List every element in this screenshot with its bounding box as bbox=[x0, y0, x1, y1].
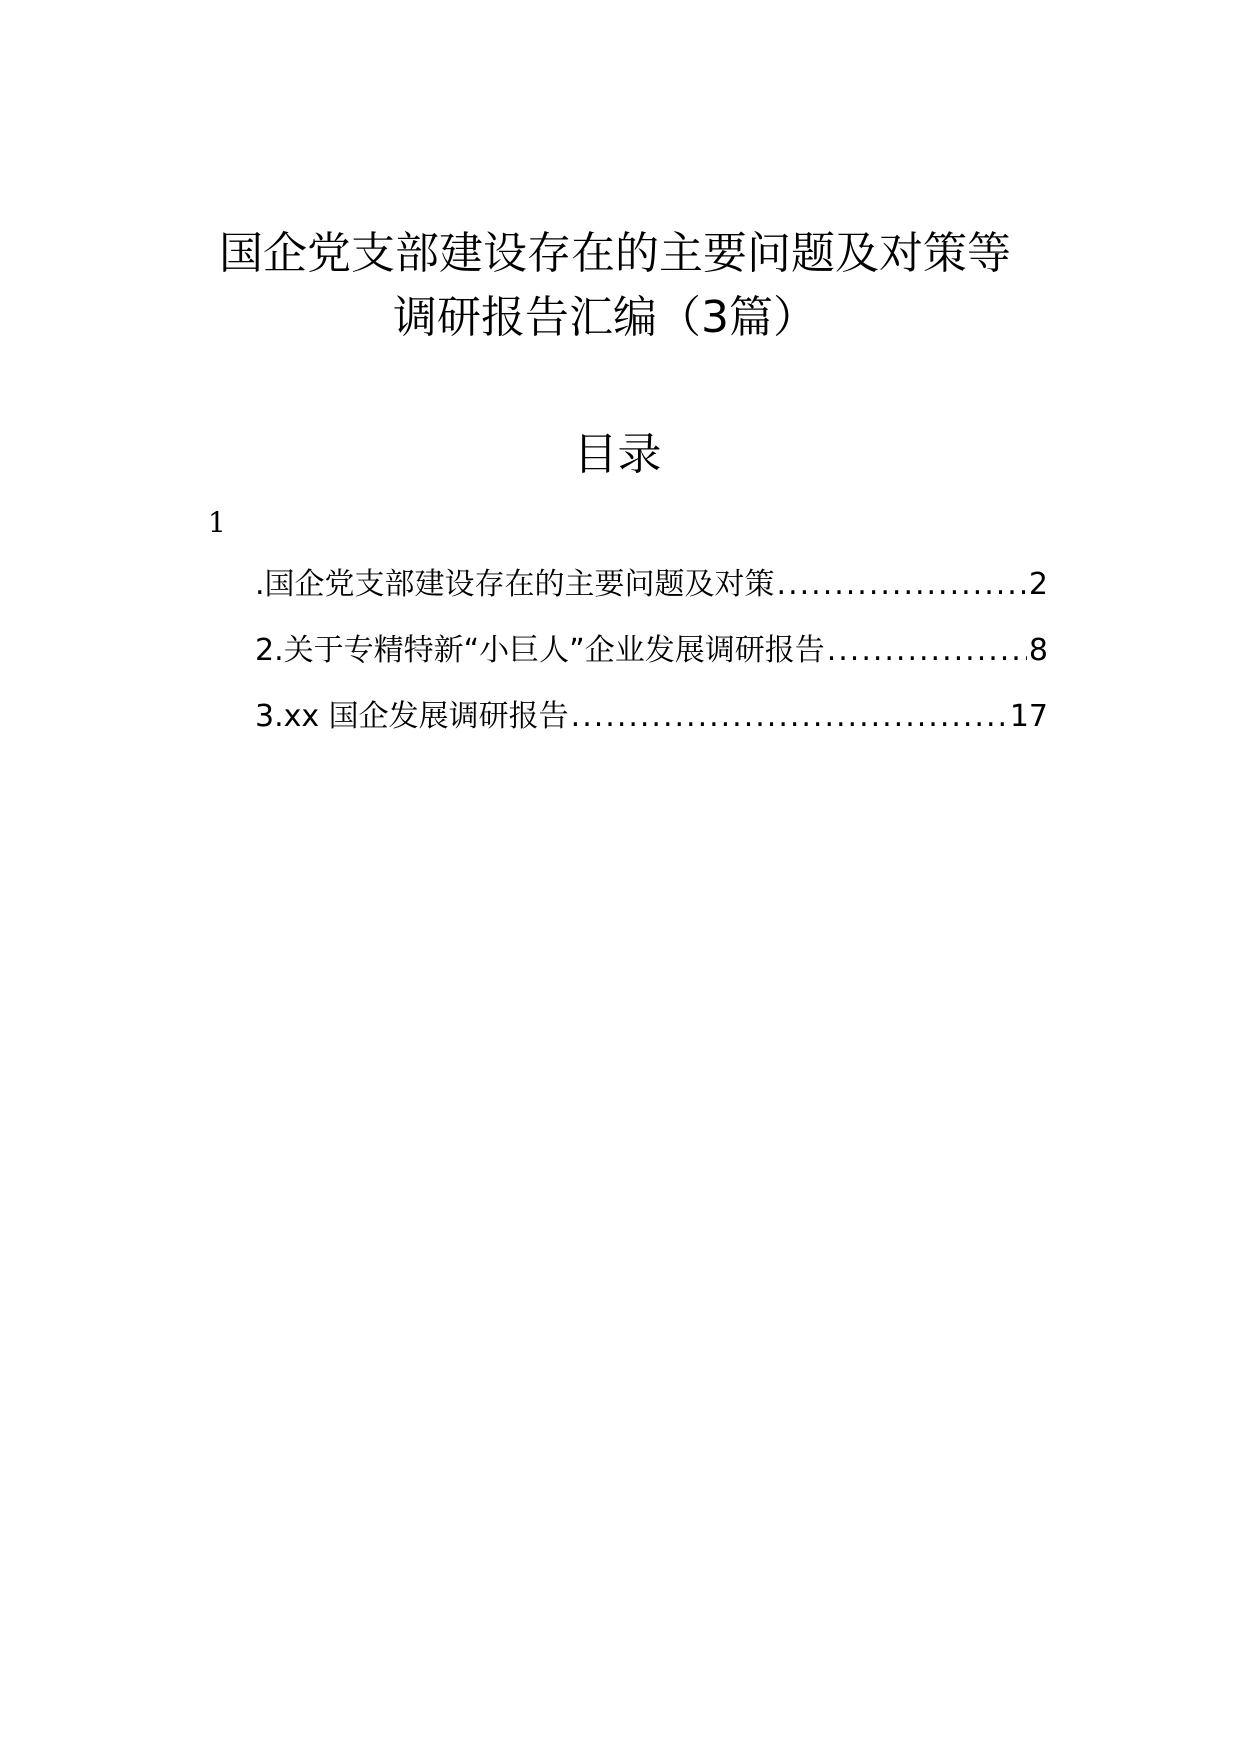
toc-dot-leader bbox=[571, 695, 1008, 739]
toc-entry-label: 3.xx 国企发展调研报告 bbox=[255, 699, 569, 734]
toc-page-number: 17 bbox=[1009, 699, 1048, 734]
toc-entry[interactable] bbox=[255, 695, 1048, 761]
toc-dot-leader bbox=[827, 629, 1027, 673]
toc-page-number: 8 bbox=[1028, 633, 1048, 668]
title-line-1: 国企党支部建设存在的主要问题及对策等 bbox=[219, 228, 1011, 279]
toc-heading: 目录 bbox=[573, 429, 662, 480]
toc-page-number: 2 bbox=[1028, 567, 1048, 602]
table-of-contents bbox=[255, 563, 1048, 761]
toc-entry[interactable] bbox=[255, 629, 1048, 695]
document-title bbox=[0, 222, 1240, 350]
toc-entry-label: .国企党支部建设存在的主要问题及对策 bbox=[255, 567, 775, 602]
toc-entry-label: 2.关于专精特新“小巨人”企业发展调研报告 bbox=[255, 633, 825, 668]
toc-entry[interactable] bbox=[255, 563, 1048, 629]
toc-dot-leader bbox=[777, 563, 1027, 607]
list-number: 1 bbox=[208, 506, 226, 539]
title-line-2: 调研报告汇编（3篇） bbox=[393, 292, 817, 343]
